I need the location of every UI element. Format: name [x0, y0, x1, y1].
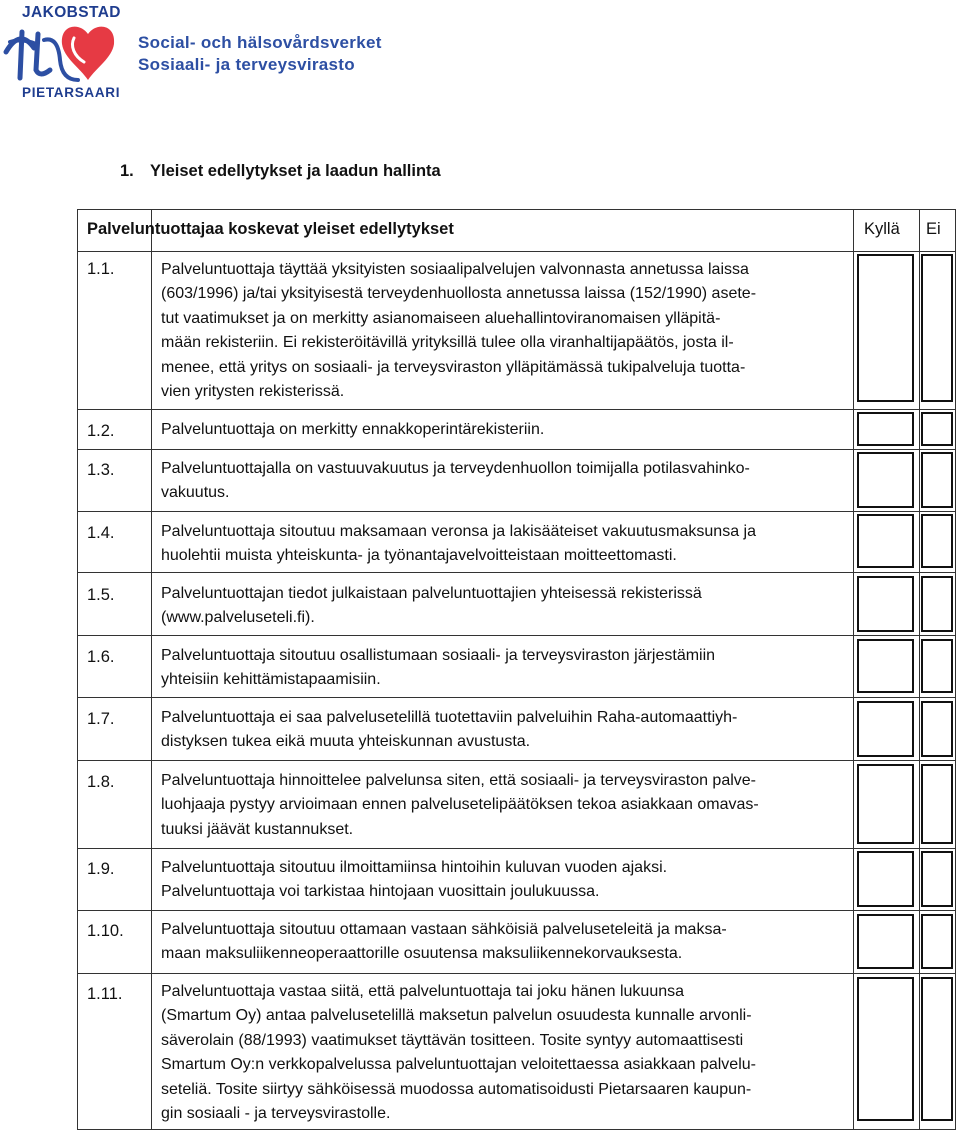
item-text: Palveluntuottajan tiedot julkaistaan palveluntuottajien yhteisessä rekisterissä (www.palveluseteli.fi). — [161, 585, 702, 627]
table-header-title: Palveluntuottajaa koskevat yleiset edellytykset — [87, 220, 454, 238]
item-number: 1.9. — [87, 860, 115, 878]
yes-checkbox[interactable] — [857, 764, 914, 844]
item-text: Palveluntuottaja sitoutuu maksamaan veronsa ja lakisääteiset vakuutusmaksunsa ja huolehtii muista yhteiskunta- ja työnantajavelvoitteistaan moitteettomasti. — [161, 523, 756, 565]
no-checkbox[interactable] — [921, 576, 953, 632]
item-number: 1.1. — [87, 260, 115, 278]
yes-checkbox[interactable] — [857, 452, 914, 508]
item-text: Palveluntuottaja hinnoittelee palvelunsa siten, että sosiaali- ja terveysviraston palve- luohjaaja pystyy arvioimaan ennen palvelusetelipäätöksen tekoa asiakkaan omavas- tuuksi jäävät kustannukset. — [161, 772, 759, 838]
no-checkbox[interactable] — [921, 514, 953, 568]
yes-checkbox[interactable] — [857, 851, 914, 907]
no-checkbox[interactable] — [921, 452, 953, 508]
no-checkbox[interactable] — [921, 914, 953, 969]
yes-checkbox[interactable] — [857, 977, 914, 1121]
department-name-finnish: Sosiaali- ja terveysvirasto — [138, 55, 355, 74]
number-column-divider — [151, 209, 152, 1130]
row-divider — [77, 910, 956, 911]
item-number: 1.2. — [87, 422, 115, 440]
column-header-no: Ei — [926, 220, 941, 238]
item-number: 1.8. — [87, 773, 115, 791]
section-title — [120, 162, 441, 181]
item-number: 1.4. — [87, 524, 115, 542]
item-text: Palveluntuottajalla on vastuuvakuutus ja terveydenhuollon toimijalla potilasvahinko- vakuutus. — [161, 460, 750, 502]
row-divider — [77, 635, 956, 636]
yes-column-divider — [853, 209, 854, 1130]
item-text: Palveluntuottaja sitoutuu osallistumaan sosiaali- ja terveysviraston järjestämiin yhteisiin kehittämistapaamisiin. — [161, 647, 716, 689]
yes-checkbox[interactable] — [857, 576, 914, 632]
table-border-right — [955, 209, 956, 1130]
row-divider — [77, 572, 956, 573]
item-number: 1.6. — [87, 648, 115, 666]
no-checkbox[interactable] — [921, 851, 953, 907]
no-checkbox[interactable] — [921, 764, 953, 844]
logo-bottom-text: PIETARSAARI — [22, 85, 121, 100]
no-column-divider — [919, 209, 920, 1130]
item-number: 1.3. — [87, 461, 115, 479]
table-border-left — [77, 209, 78, 1130]
item-text: Palveluntuottaja sitoutuu ottamaan vastaan sähköisiä palveluseteleitä ja maksa- maan maksuliikenneoperaattorille osuutensa maksuliikennekorvauksesta. — [161, 921, 727, 963]
no-checkbox[interactable] — [921, 412, 953, 446]
item-number: 1.5. — [87, 586, 115, 604]
row-divider — [77, 409, 956, 410]
item-text: Palveluntuottaja ei saa palvelusetelillä tuotettaviin palveluihin Raha-automaattiyh- distyksen tukea eikä muuta yhteiskunnan avustusta. — [161, 709, 738, 751]
item-text: Palveluntuottaja täyttää yksityisten sosiaalipalvelujen valvonnasta annetussa laissa (603/1996) ja/tai yksityisestä terveydenhuollosta annetussa laissa (152/1990) asete- tut vaatimukset ja on merkitty asianomaiseen aluehallintoviranomaisen ylläpitä- mään rekisteriin. Ei rekisteröitävillä yrityksillä tulee olla viranhaltijapäätös, josta il- menee, että yritys on sosiaali- ja terveysviraston ylläpitämässä tukipalveluja tuotta- vien yritysten rekisterissä. — [161, 261, 757, 401]
section-number: 1. — [120, 162, 134, 180]
row-divider — [77, 848, 956, 849]
yes-checkbox[interactable] — [857, 254, 914, 402]
no-checkbox[interactable] — [921, 639, 953, 693]
item-number: 1.11. — [87, 985, 123, 1003]
item-number: 1.7. — [87, 710, 115, 728]
table-border-top — [77, 209, 956, 210]
yes-checkbox[interactable] — [857, 914, 914, 969]
yes-checkbox[interactable] — [857, 701, 914, 757]
yes-checkbox[interactable] — [857, 412, 914, 446]
item-text: Palveluntuottaja vastaa siitä, että palveluntuottaja tai joku hänen lukuunsa (Smartum Oy) antaa palvelusetelillä maksetun palvelun osuudesta kunnalle arvonli- säverolain (88/1993) vaatimukset täyttävän tositteen. Tosite syntyy automaattisesti Smartum Oy:n verkkopalvelussa palveluntuottajan veloitettaessa asiakkaan palvelu- seteliä. Tosite siirtyy sähköisessä muodossa automatisoidusti Pietarsaaren kaupun- gin sosiaali - ja terveysvirastolle. — [161, 983, 756, 1123]
row-divider — [77, 697, 956, 698]
row-divider — [77, 449, 956, 450]
row-divider — [77, 973, 956, 974]
yes-checkbox[interactable] — [857, 514, 914, 568]
department-name-swedish: Social- och hälsovårdsverket — [138, 33, 382, 52]
column-header-yes: Kyllä — [864, 220, 900, 238]
logo-top-text: JAKOBSTAD — [22, 4, 121, 21]
item-number: 1.10. — [87, 922, 124, 940]
header — [0, 0, 400, 110]
row-divider — [77, 760, 956, 761]
row-divider — [77, 511, 956, 512]
no-checkbox[interactable] — [921, 254, 953, 402]
item-text: Palveluntuottaja sitoutuu ilmoittamiinsa hintoihin kuluvan vuoden ajaksi. Palveluntuottaja voi tarkistaa hintojaan vuosittain joulukuussa. — [161, 859, 668, 901]
no-checkbox[interactable] — [921, 701, 953, 757]
table-header-divider — [77, 251, 956, 252]
table-border-bottom — [77, 1129, 956, 1130]
section-title-text: Yleiset edellytykset ja laadun hallinta — [150, 162, 441, 180]
yes-checkbox[interactable] — [857, 639, 914, 693]
no-checkbox[interactable] — [921, 977, 953, 1121]
item-text: Palveluntuottaja on merkitty ennakkoperintärekisteriin. — [161, 421, 545, 438]
